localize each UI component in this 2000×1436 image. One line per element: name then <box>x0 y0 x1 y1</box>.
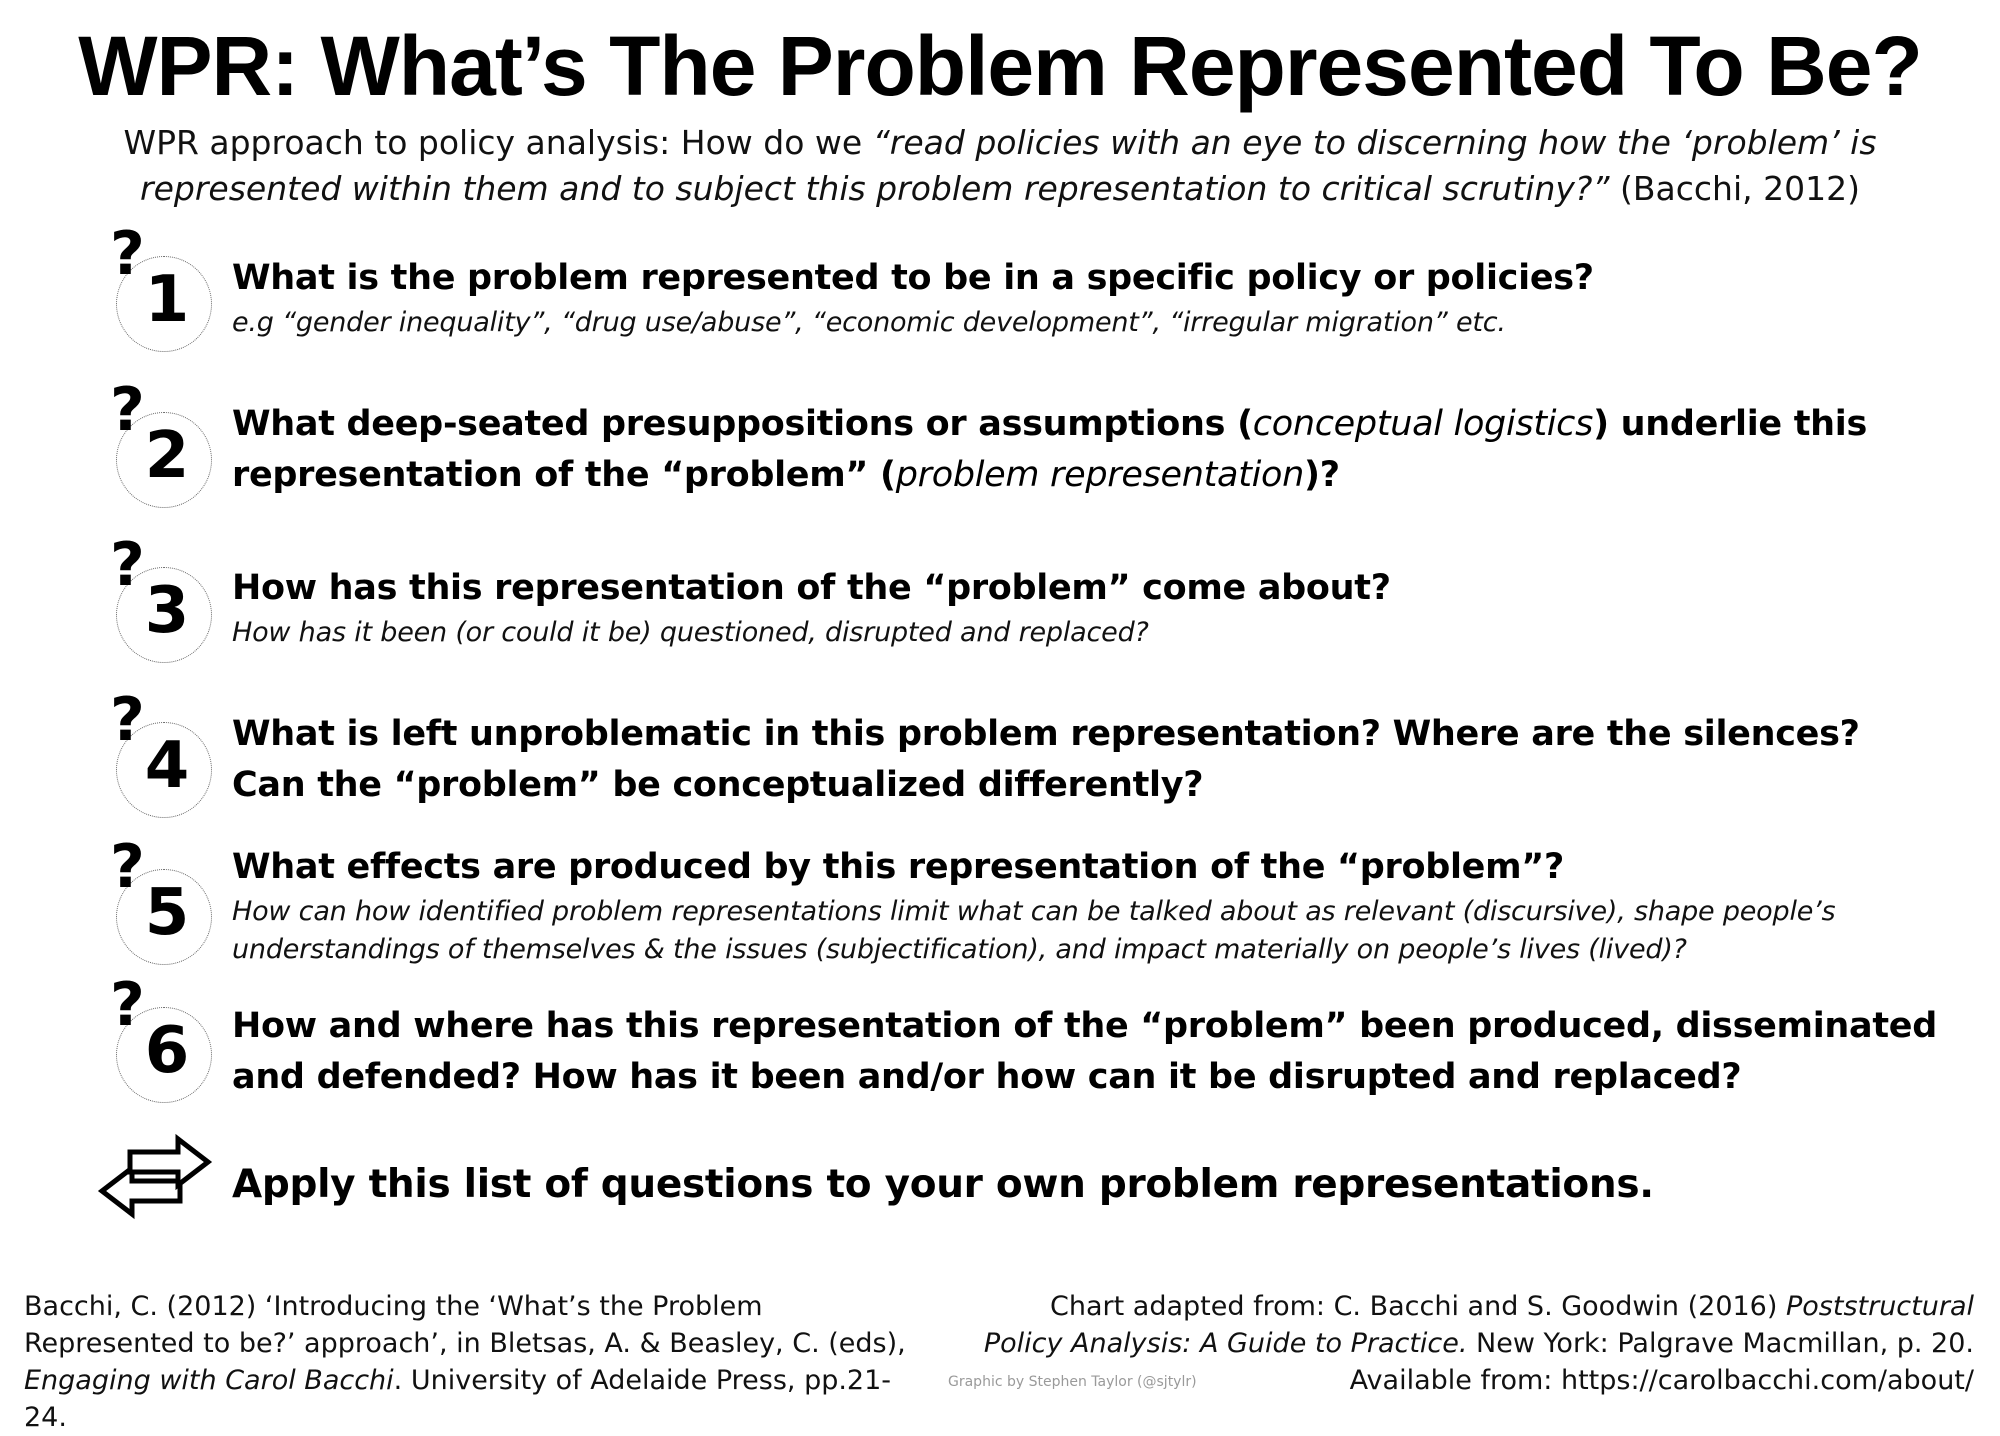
subtitle <box>100 120 1900 212</box>
question-number: 1 <box>144 263 190 337</box>
question-mark-icon: ? <box>110 832 145 902</box>
question-mark-icon: ? <box>110 375 145 445</box>
apply-instruction: Apply this list of questions to your own problem representations. <box>232 1162 1654 1207</box>
question-6-main: How and where has this representation of the “problem” been produced, disseminated and defended? How has it been and/or how can it be disrupted and replaced? <box>232 1006 1937 1097</box>
question-2-icon <box>100 375 212 512</box>
reference-left: Bacchi, C. (2012) ‘Introducing the ‘What’s the Problem Represented to be?’ approach’, in Bletsas, A. & Beasley, C. (eds), Engaging with Carol Bacchi. University of Adelaide Press, pp.21-24. <box>24 1291 906 1433</box>
reference-right: Chart adapted from: C. Bacchi and S. Goodwin (2016) Poststructural Policy Analysis: A Guide to Practice. New York: Palgrave Macmillan, p. 20. Available from: https://carolbacchi.com/about/ <box>983 1291 1974 1396</box>
question-4-icon <box>100 685 212 822</box>
question-2-main: What deep-seated presuppositions or assumptions (conceptual logistics) underlie this representation of the “problem” (problem representation)? <box>232 404 1868 495</box>
question-1-icon <box>100 219 212 356</box>
question-5-icon <box>100 832 212 969</box>
question-2 <box>232 399 1952 501</box>
question-mark-icon: ? <box>110 219 145 289</box>
question-3 <box>232 563 1952 652</box>
swap-arrows-icon <box>96 1132 216 1232</box>
question-3-icon <box>100 530 212 667</box>
question-5 <box>232 842 1952 969</box>
question-mark-icon: ? <box>110 685 145 755</box>
page-title: WPR: What’s The Problem Represented To Be? <box>78 19 1922 113</box>
question-1-sub: e.g “gender inequality”, “drug use/abuse”, “economic development”, “irregular migration” etc. <box>232 307 1506 338</box>
question-5-main: What effects are produced by this representation of the “problem”? <box>232 847 1564 887</box>
question-number: 2 <box>144 419 190 493</box>
question-number: 4 <box>144 729 190 803</box>
question-number: 3 <box>144 574 190 648</box>
graphic-credit: Graphic by Stephen Taylor (@sjtylr) <box>948 1374 1197 1390</box>
question-6 <box>232 1001 1952 1103</box>
question-5-sub: How can how identified problem representations limit what can be talked about as relevant (discursive), shape people’s understandings of themselves & the issues (subjectification), and impact materially on people’s lives (lived)? <box>232 896 1836 965</box>
question-1 <box>232 253 1952 342</box>
question-number: 5 <box>144 876 190 950</box>
question-4 <box>232 709 1952 811</box>
question-mark-icon: ? <box>110 530 145 600</box>
subtitle-quote: “read policies with an eye to discerning how the ‘problem’ is represented within them and to subject this problem representation to critical scrutiny?” <box>140 123 1877 208</box>
question-4-line-1: What is left unproblematic in this problem representation? Where are the silences? <box>232 714 1860 754</box>
question-1-main: What is the problem represented to be in a specific policy or policies? <box>232 258 1594 298</box>
question-3-sub: How has it been (or could it be) questioned, disrupted and replaced? <box>232 617 1149 648</box>
subtitle-lead: WPR approach to policy analysis: How do we <box>123 123 873 162</box>
question-3-main: How has this representation of the “problem” come about? <box>232 568 1391 608</box>
question-4-line-2: Can the “problem” be conceptualized differently? <box>232 765 1204 805</box>
question-6-icon <box>100 970 212 1107</box>
question-number: 6 <box>144 1014 190 1088</box>
question-mark-icon: ? <box>110 970 145 1040</box>
subtitle-cite: (Bacchi, 2012) <box>1609 169 1860 208</box>
